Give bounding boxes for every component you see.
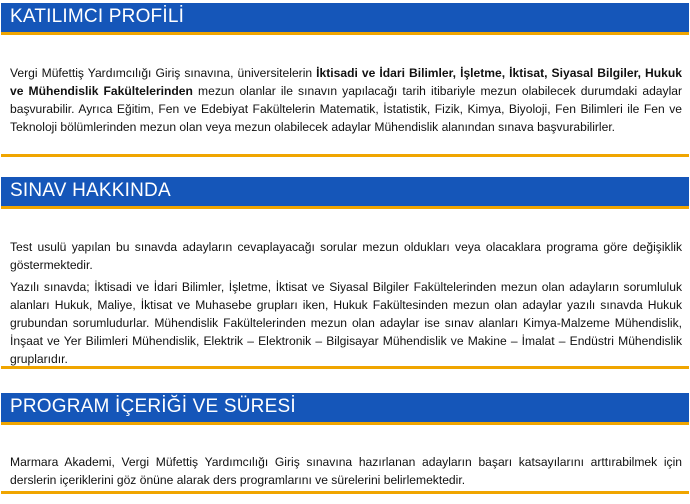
exam-paragraph-2 — [10, 278, 682, 368]
text-segment: Vergi Müfettiş Yardımcılığı Giriş sınavına, üniversitelerin — [10, 66, 317, 80]
program-paragraph — [10, 453, 682, 489]
bold-text-segment: İktisadi ve İdari Bilimler, İşletme, İktisat, Siyasal Bilgiler, Hukuk ve Mühendislik Fakültelerinden — [10, 66, 682, 98]
section-title: SINAV HAKKINDA — [10, 180, 171, 201]
section-header-program-icerigi — [1, 393, 689, 425]
section-header-sinav-hakkinda — [1, 177, 689, 209]
section-body-program-icerigi — [1, 425, 689, 494]
text-segment: Yazılı sınavda; İktisadi ve İdari Bilimler, İşletme, İktisat ve Siyasal Bilgiler Fakültelerinden mezun olan adayların sorumluluk alanları Hukuk, Maliye, İktisat ve Muhasebe grupları iken, Hukuk Fakültesinden mezun olan adaylar yazılı sınavda Hukuk grubundan sorumludurlar. Mühendislik Fakültelerinden mezun olan adaylar ise sınav alanları Kimya-Malzeme Mühendislik, İnşaat ve Yer Bilimleri Mühendislik, Elektrik – Elektronik – Bilgisayar Mühendislik ve Makine – İmalat – Endüstri Mühendislik gruplarıdır. — [10, 280, 682, 366]
text-segment: Marmara Akademi, Vergi Müfettiş Yardımcılığı Giriş sınavına hazırlanan adayların başarı katsayılarını arttırabilmek için derslerin içeriklerini göz önüne alarak ders programlarını ve sürelerini belirlemektedir. — [10, 455, 682, 487]
section-title: PROGRAM İÇERİĞİ VE SÜRESİ — [10, 396, 296, 417]
section-header-katilimci-profili — [1, 3, 689, 35]
section-title: KATILIMCI PROFİLİ — [10, 6, 185, 27]
section-body-sinav-hakkinda — [1, 209, 689, 369]
exam-paragraph-1 — [10, 238, 682, 274]
section-body-katilimci-profili — [1, 35, 689, 157]
profile-paragraph — [10, 64, 682, 136]
text-segment: Test usulü yapılan bu sınavda adayların cevaplayacağı sorular mezun oldukları veya olacaklara programa göre değişiklik göstermektedir. — [10, 240, 682, 272]
text-segment: mezun olanlar ile sınavın yapılacağı tarih itibariyle mezun olabilecek durumdaki adaylar başvurabilir. Ayrıca Eğitim, Fen ve Edebiyat Fakültelerin Matematik, İstatistik, Fizik, Kimya, Biyoloji, Fen Bilimleri ile Fen ve Teknoloji bölümlerinden mezun olan veya mezun olabilecek adaylar Mühendislik alanından sınava başvurabilirler. — [10, 84, 683, 134]
